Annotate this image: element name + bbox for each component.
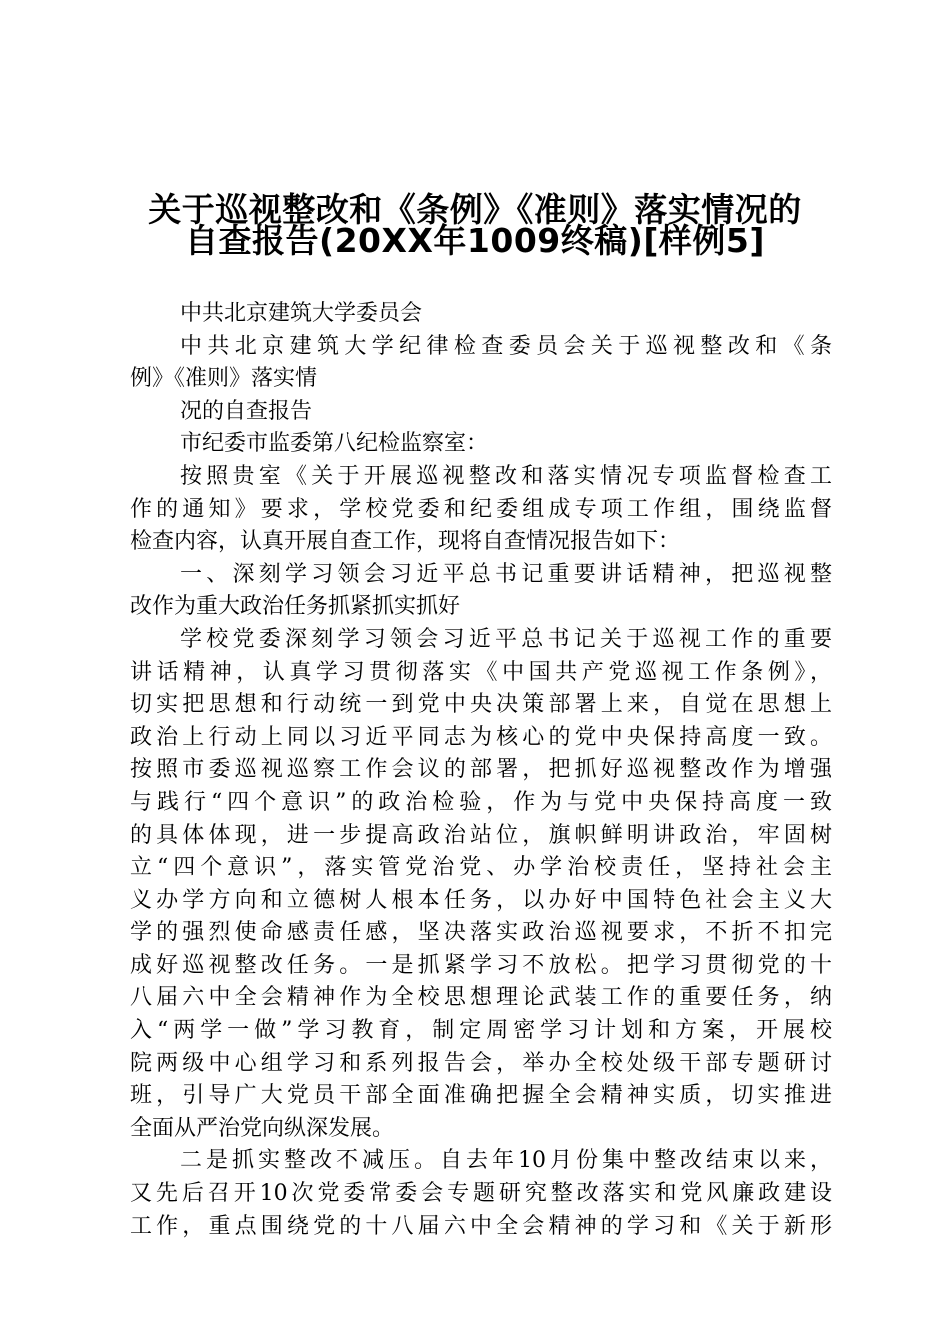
- body-line: 义办学方向和立德树人根本任务，以办好中国特色社会主义大: [130, 887, 832, 913]
- body-line: 检查内容，认真开展自查工作，现将自查情况报告如下：: [130, 529, 681, 555]
- document-title-line2: 自查报告(20XX年1009终稿)[样例5]: [185, 221, 765, 260]
- body-line: 与践行“四个意识”的政治检验，作为与党中央保持高度一致: [130, 789, 832, 815]
- body-line: 例》《准则》落实情: [130, 366, 318, 392]
- body-line: 讲话精神，认真学习贯彻落实《中国共产党巡视工作条例》，: [130, 659, 832, 685]
- body-line: 八届六中全会精神作为全校思想理论武装工作的重要任务，纳: [130, 985, 832, 1011]
- body-line: 一、深刻学习领会习近平总书记重要讲话精神，把巡视整: [180, 561, 832, 587]
- body-line: 班，引导广大党员干部全面准确把握全会精神实质，切实推进: [130, 1083, 832, 1109]
- body-line: 二是抓实整改不减压。自去年10月份集中整改结束以来，: [180, 1148, 832, 1174]
- body-line: 立“四个意识”，落实管党治党、办学治校责任，坚持社会主: [130, 855, 832, 881]
- document-title-line1: 关于巡视整改和《条例》《准则》落实情况的: [148, 190, 802, 229]
- body-line: 按照贵室《关于开展巡视整改和落实情况专项监督检查工: [180, 463, 832, 489]
- body-line: 切实把思想和行动统一到党中央决策部署上来，自觉在思想上: [130, 692, 832, 718]
- body-line: 又先后召开10次党委常委会专题研究整改落实和党风廉政建设: [130, 1181, 832, 1207]
- body-line: 作的通知》要求，学校党委和纪委组成专项工作组，围绕监督: [130, 496, 832, 522]
- body-line: 院两级中心组学习和系列报告会，举办全校处级干部专题研讨: [130, 1050, 832, 1076]
- body-line: 的具体体现，进一步提高政治站位，旗帜鲜明讲政治，牢固树: [130, 822, 832, 848]
- body-line: 学校党委深刻学习领会习近平总书记关于巡视工作的重要: [180, 626, 832, 652]
- body-line: 中共北京建筑大学委员会: [180, 301, 423, 326]
- body-line: 入“两学一做”学习教育，制定周密学习计划和方案，开展校: [130, 1018, 832, 1044]
- body-line: 市纪委市监委第八纪检监察室：: [180, 431, 489, 457]
- body-line: 中共北京建筑大学纪律检查委员会关于巡视整改和《条: [180, 333, 832, 359]
- body-line: 全面从严治党向纵深发展。: [130, 1115, 395, 1141]
- body-line: 工作，重点围绕党的十八届六中全会精神的学习和《关于新形: [130, 1213, 832, 1239]
- document-body: [130, 298, 832, 1243]
- body-line: 政治上行动上同以习近平同志为核心的党中央保持高度一致。: [130, 724, 832, 750]
- body-line: 按照市委巡视巡察工作会议的部署，把抓好巡视整改作为增强: [130, 757, 832, 783]
- body-line: 改作为重大政治任务抓紧抓实抓好: [130, 594, 461, 620]
- body-line: 成好巡视整改任务。一是抓紧学习不放松。把学习贯彻党的十: [130, 952, 832, 978]
- body-line: 学的强烈使命感责任感，坚决落实政治巡视要求，不折不扣完: [130, 920, 832, 946]
- body-line: 况的自查报告: [180, 398, 313, 424]
